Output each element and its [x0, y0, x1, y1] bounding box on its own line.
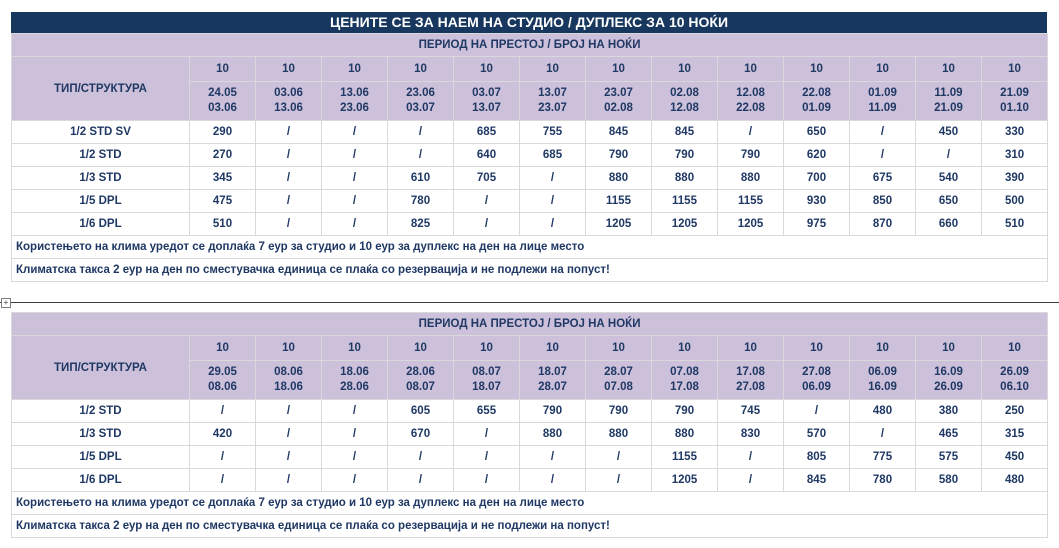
price-cell: / [322, 469, 388, 492]
nights-count: 10 [322, 336, 388, 361]
period-dates [850, 82, 916, 121]
price-cell: / [322, 213, 388, 236]
price-cell: 780 [388, 190, 454, 213]
price-cell: 790 [586, 400, 652, 423]
period-dates [520, 82, 586, 121]
room-type: 1/6 DPL [12, 213, 190, 236]
price-cell: / [256, 121, 322, 144]
nights-count: 10 [718, 336, 784, 361]
price-cell: / [256, 144, 322, 167]
period-dates [718, 82, 784, 121]
nights-count: 10 [916, 57, 982, 82]
price-cell: 825 [388, 213, 454, 236]
price-cell: 660 [916, 213, 982, 236]
price-cell: 610 [388, 167, 454, 190]
price-cell: 270 [190, 144, 256, 167]
nights-count: 10 [982, 57, 1048, 82]
price-cell: 790 [718, 144, 784, 167]
type-header: ТИП/СТРУКТУРА [12, 57, 190, 121]
nights-count: 10 [850, 57, 916, 82]
period-to: 01.10 [1000, 102, 1029, 114]
price-cell: 880 [586, 167, 652, 190]
price-cell: / [454, 190, 520, 213]
period-to: 28.06 [340, 381, 369, 393]
price-cell: 575 [916, 446, 982, 469]
price-cell: 380 [916, 400, 982, 423]
period-to: 11.09 [868, 102, 897, 114]
period-dates [388, 361, 454, 400]
nights-count: 10 [454, 57, 520, 82]
price-cell: / [718, 469, 784, 492]
period-to: 08.07 [406, 381, 435, 393]
price-cell: / [256, 400, 322, 423]
price-cell: 880 [652, 423, 718, 446]
nights-count: 10 [454, 336, 520, 361]
price-cell: / [850, 423, 916, 446]
period-header: ПЕРИОД НА ПРЕСТОЈ / БРОЈ НА НОЌИ [12, 34, 1048, 57]
period-dates [586, 361, 652, 400]
period-dates [718, 361, 784, 400]
note-row [12, 515, 1048, 538]
price-cell: 290 [190, 121, 256, 144]
price-cell: 605 [388, 400, 454, 423]
price-cell: / [256, 446, 322, 469]
nights-count: 10 [784, 336, 850, 361]
period-from: 24.05 [208, 87, 237, 99]
price-cell: / [322, 423, 388, 446]
price-cell: 620 [784, 144, 850, 167]
price-cell: 500 [982, 190, 1048, 213]
note-row [12, 236, 1048, 259]
period-to: 03.07 [406, 102, 435, 114]
price-cell: 1205 [652, 213, 718, 236]
price-cell: 845 [586, 121, 652, 144]
price-cell: / [586, 446, 652, 469]
price-cell: / [520, 213, 586, 236]
period-from: 29.05 [208, 366, 237, 378]
type-header: ТИП/СТРУКТУРА [12, 336, 190, 400]
nights-count: 10 [850, 336, 916, 361]
price-cell: / [784, 400, 850, 423]
period-from: 02.08 [670, 87, 699, 99]
period-dates [850, 361, 916, 400]
price-cell: 420 [190, 423, 256, 446]
price-cell: 790 [652, 144, 718, 167]
price-cell: / [190, 446, 256, 469]
table-row [12, 121, 1048, 144]
period-to: 03.06 [208, 102, 237, 114]
price-cell: / [520, 446, 586, 469]
period-from: 08.07 [472, 366, 501, 378]
price-cell: / [520, 190, 586, 213]
price-cell: 1155 [652, 446, 718, 469]
period-to: 01.09 [802, 102, 831, 114]
period-to: 17.08 [670, 381, 699, 393]
table-row [12, 400, 1048, 423]
price-cell: 790 [520, 400, 586, 423]
table-row [12, 167, 1048, 190]
price-cell: / [586, 469, 652, 492]
price-table-1 [11, 33, 1048, 282]
period-dates [322, 361, 388, 400]
price-cell: / [322, 400, 388, 423]
period-from: 03.06 [274, 87, 303, 99]
period-from: 26.09 [1000, 366, 1029, 378]
price-cell: / [322, 446, 388, 469]
room-type: 1/6 DPL [12, 469, 190, 492]
price-cell: / [256, 423, 322, 446]
period-dates [190, 361, 256, 400]
price-cell: 650 [916, 190, 982, 213]
nights-count: 10 [718, 57, 784, 82]
price-cell: 830 [718, 423, 784, 446]
nights-count: 10 [520, 336, 586, 361]
room-type: 1/3 STD [12, 167, 190, 190]
price-cell: / [520, 469, 586, 492]
period-dates [652, 361, 718, 400]
price-cell: 330 [982, 121, 1048, 144]
period-from: 16.09 [934, 366, 963, 378]
period-header-row [12, 34, 1048, 57]
price-cell: / [916, 144, 982, 167]
price-cell: 390 [982, 167, 1048, 190]
price-cell: 705 [454, 167, 520, 190]
price-cell: 775 [850, 446, 916, 469]
nights-row [12, 57, 1048, 82]
price-cell: 480 [982, 469, 1048, 492]
period-from: 21.09 [1000, 87, 1029, 99]
room-type: 1/5 DPL [12, 190, 190, 213]
price-cell: 790 [586, 144, 652, 167]
period-to: 07.08 [604, 381, 633, 393]
price-cell: / [322, 167, 388, 190]
price-cell: 1205 [586, 213, 652, 236]
period-from: 18.06 [340, 366, 369, 378]
nights-count: 10 [256, 57, 322, 82]
price-cell: / [520, 167, 586, 190]
period-from: 27.08 [802, 366, 831, 378]
period-to: 27.08 [736, 381, 765, 393]
table-move-handle-icon[interactable]: + [1, 298, 11, 308]
price-cell: / [256, 469, 322, 492]
price-cell: / [190, 469, 256, 492]
period-from: 03.07 [472, 87, 501, 99]
period-header-row [12, 313, 1048, 336]
table-row [12, 446, 1048, 469]
nights-count: 10 [388, 57, 454, 82]
nights-count: 10 [916, 336, 982, 361]
price-cell: 475 [190, 190, 256, 213]
note-text: Климатска такса 2 еур на ден по сместувачка единица се плаќа со резервација и не подлежи на попуст! [12, 259, 1048, 282]
period-dates [454, 361, 520, 400]
room-type: 1/2 STD [12, 144, 190, 167]
price-cell: 1155 [652, 190, 718, 213]
price-cell: 310 [982, 144, 1048, 167]
period-to: 18.06 [274, 381, 303, 393]
price-cell: / [454, 213, 520, 236]
nights-count: 10 [190, 57, 256, 82]
period-from: 06.09 [868, 366, 897, 378]
period-dates [256, 361, 322, 400]
nights-count: 10 [784, 57, 850, 82]
period-to: 06.10 [1000, 381, 1029, 393]
price-cell: / [256, 190, 322, 213]
period-from: 23.06 [406, 87, 435, 99]
period-from: 08.06 [274, 366, 303, 378]
period-dates [586, 82, 652, 121]
price-cell: 745 [718, 400, 784, 423]
price-cell: 670 [388, 423, 454, 446]
period-to: 02.08 [604, 102, 633, 114]
price-cell: / [850, 144, 916, 167]
price-cell: 480 [850, 400, 916, 423]
period-to: 23.06 [340, 102, 369, 114]
nights-count: 10 [256, 336, 322, 361]
nights-count: 10 [520, 57, 586, 82]
period-dates [652, 82, 718, 121]
nights-count: 10 [652, 336, 718, 361]
period-to: 22.08 [736, 102, 765, 114]
price-cell: 540 [916, 167, 982, 190]
price-cell: / [718, 446, 784, 469]
price-cell: / [850, 121, 916, 144]
price-cell: / [256, 213, 322, 236]
price-table-2 [11, 312, 1048, 538]
period-from: 23.07 [604, 87, 633, 99]
period-from: 28.06 [406, 366, 435, 378]
price-cell: / [322, 144, 388, 167]
price-cell: 845 [784, 469, 850, 492]
price-cell: 1155 [718, 190, 784, 213]
period-from: 11.09 [934, 87, 963, 99]
price-cell: 315 [982, 423, 1048, 446]
period-dates [190, 82, 256, 121]
period-to: 12.08 [670, 102, 699, 114]
note-text: Користењето на клима уредот се доплаќа 7 еур за студио и 10 еур за дуплекс на ден на лице место [12, 492, 1048, 515]
price-cell: 870 [850, 213, 916, 236]
price-cell: 975 [784, 213, 850, 236]
period-to: 21.09 [934, 102, 963, 114]
room-type: 1/5 DPL [12, 446, 190, 469]
price-cell: 930 [784, 190, 850, 213]
price-cell: / [388, 469, 454, 492]
price-cell: 570 [784, 423, 850, 446]
price-cell: 880 [520, 423, 586, 446]
period-to: 13.07 [472, 102, 501, 114]
price-cell: 580 [916, 469, 982, 492]
period-dates [520, 361, 586, 400]
price-cell: 780 [850, 469, 916, 492]
period-to: 28.07 [538, 381, 567, 393]
nights-count: 10 [388, 336, 454, 361]
period-dates [322, 82, 388, 121]
price-cell: / [388, 144, 454, 167]
period-dates [454, 82, 520, 121]
price-cell: 465 [916, 423, 982, 446]
price-cell: 685 [520, 144, 586, 167]
price-cell: 1205 [652, 469, 718, 492]
price-cell: 510 [982, 213, 1048, 236]
price-cell: / [388, 121, 454, 144]
price-cell: / [190, 400, 256, 423]
period-header: ПЕРИОД НА ПРЕСТОЈ / БРОЈ НА НОЌИ [12, 313, 1048, 336]
price-cell: / [454, 423, 520, 446]
table-row [12, 469, 1048, 492]
price-cell: 1205 [718, 213, 784, 236]
nights-row [12, 336, 1048, 361]
table-row [12, 144, 1048, 167]
period-to: 18.07 [472, 381, 501, 393]
period-to: 08.06 [208, 381, 237, 393]
note-row [12, 492, 1048, 515]
table-row [12, 423, 1048, 446]
nights-count: 10 [982, 336, 1048, 361]
nights-count: 10 [322, 57, 388, 82]
period-dates [388, 82, 454, 121]
period-from: 07.08 [670, 366, 699, 378]
period-from: 01.09 [868, 87, 897, 99]
room-type: 1/3 STD [12, 423, 190, 446]
period-from: 18.07 [538, 366, 567, 378]
room-type: 1/2 STD [12, 400, 190, 423]
price-cell: 880 [586, 423, 652, 446]
price-cell: 510 [190, 213, 256, 236]
period-dates [982, 361, 1048, 400]
price-cell: / [322, 121, 388, 144]
price-cell: 450 [982, 446, 1048, 469]
price-cell: 880 [718, 167, 784, 190]
price-cell: / [256, 167, 322, 190]
period-from: 12.08 [736, 87, 765, 99]
price-cell: 1155 [586, 190, 652, 213]
nights-count: 10 [190, 336, 256, 361]
period-dates [784, 82, 850, 121]
period-dates [982, 82, 1048, 121]
price-cell: 450 [916, 121, 982, 144]
price-cell: / [718, 121, 784, 144]
price-cell: / [322, 190, 388, 213]
price-cell: 685 [454, 121, 520, 144]
nights-count: 10 [586, 336, 652, 361]
nights-count: 10 [586, 57, 652, 82]
period-from: 28.07 [604, 366, 633, 378]
price-cell: 790 [652, 400, 718, 423]
period-to: 13.06 [274, 102, 303, 114]
price-cell: 345 [190, 167, 256, 190]
period-to: 23.07 [538, 102, 567, 114]
price-cell: 850 [850, 190, 916, 213]
period-dates [256, 82, 322, 121]
period-from: 17.08 [736, 366, 765, 378]
price-cell: 845 [652, 121, 718, 144]
price-cell: 675 [850, 167, 916, 190]
period-to: 16.09 [868, 381, 897, 393]
price-cell: 640 [454, 144, 520, 167]
period-to: 26.09 [934, 381, 963, 393]
period-dates [916, 82, 982, 121]
price-cell: 805 [784, 446, 850, 469]
price-cell: 880 [652, 167, 718, 190]
table-row [12, 190, 1048, 213]
price-cell: / [388, 446, 454, 469]
page-title: ЦЕНИТЕ СЕ ЗА НАЕМ НА СТУДИО / ДУПЛЕКС ЗА 10 НОЌИ [11, 12, 1047, 33]
period-from: 13.07 [538, 87, 567, 99]
section-divider [0, 302, 1059, 303]
room-type: 1/2 STD SV [12, 121, 190, 144]
price-cell: 655 [454, 400, 520, 423]
nights-count: 10 [652, 57, 718, 82]
period-to: 06.09 [802, 381, 831, 393]
period-from: 13.06 [340, 87, 369, 99]
price-cell: 250 [982, 400, 1048, 423]
note-text: Користењето на клима уредот се доплаќа 7 еур за студио и 10 еур за дуплекс на ден на лице место [12, 236, 1048, 259]
period-from: 22.08 [802, 87, 831, 99]
price-cell: / [454, 469, 520, 492]
period-dates [784, 361, 850, 400]
price-cell: / [454, 446, 520, 469]
table-row [12, 213, 1048, 236]
price-cell: 755 [520, 121, 586, 144]
note-text: Климатска такса 2 еур на ден по сместувачка единица се плаќа со резервација и не подлежи на попуст! [12, 515, 1048, 538]
note-row [12, 259, 1048, 282]
price-cell: 700 [784, 167, 850, 190]
period-dates [916, 361, 982, 400]
price-cell: 650 [784, 121, 850, 144]
